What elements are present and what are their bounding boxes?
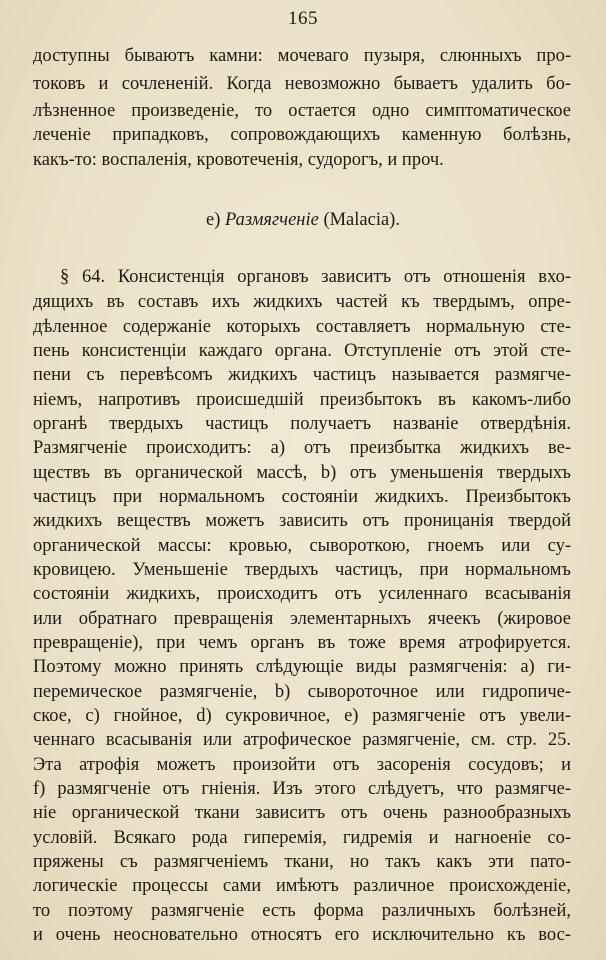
text-line: § 64. Консистенція органовъ зависитъ отъ отношенія вхо- (60, 267, 571, 287)
text-line: ществъ въ органической массѣ, b) отъ уменьшенія твердыхъ (33, 463, 571, 483)
text-line: частицъ при нормальномъ состояніи жидкихъ. Преизбытокъ (33, 487, 571, 507)
text-line: f) размягченіе отъ гніенія. Изъ этого слѣдуетъ, что размягче- (33, 779, 571, 799)
text-line: Эта атрофія можетъ произойти отъ засоренія сосудовъ; и (33, 755, 571, 775)
text-line: лѣзненное произведеніе, то остается одно симптоматическое (33, 101, 571, 121)
text-line: превращеніе), при чемъ органъ въ тоже время атрофируется. (33, 633, 571, 653)
text-line: органѣ твердыхъ частицъ получаетъ названіе отвердѣнія. (33, 414, 571, 434)
text-line: кровицею. Уменьшеніе твердыхъ частицъ, при нормальномъ (33, 560, 571, 580)
section-title: Размягченіе (225, 210, 319, 230)
text-line: токовъ и сочлененій. Когда невозможно бываетъ удалить бо- (33, 74, 571, 94)
text-line: Поэтому можно принять слѣдующіе виды размягченія: a) ги- (33, 657, 571, 677)
text-line: или обратнаго превращенія элементарныхъ ячеекъ (жировое (33, 609, 571, 629)
text-line: то поэтому размягченіе есть форма различныхъ болѣзней, (33, 901, 571, 921)
text-line: дѣленное содержаніе которыхъ составляетъ нормальную сте- (33, 317, 571, 337)
text-line: дящихъ въ составъ ихъ жидкихъ частей къ твердымъ, опре- (33, 292, 571, 312)
text-line: пряжены съ размягченіемъ ткани, но такъ какъ эти пато- (33, 852, 571, 872)
section-latin-title: (Malacia). (323, 210, 400, 230)
text-line: состояніи жидкихъ, происходитъ отъ усиленнаго всасыванія (33, 584, 571, 604)
text-line: ченнаго всасыванія или атрофическое размягченіе, см. стр. 25. (33, 730, 571, 750)
text-line: ское, c) гнойное, d) сукровичное, e) размягченіе отъ увели- (33, 706, 571, 726)
text-line: жидкихъ веществъ можетъ зависить отъ проницанія твердой (33, 511, 571, 531)
text-line: доступны бываютъ камни: мочеваго пузыря, слюнныхъ про- (33, 46, 571, 66)
text-line: пень консистенціи каждаго органа. Отступленіе отъ этой сте- (33, 341, 571, 361)
text-line: и очень неосновательно относятъ его исключительно къ вос- (33, 925, 571, 945)
page-number: 165 (288, 8, 318, 29)
text-line: перемическое размягченіе, b) сывороточное или гидропиче- (33, 682, 571, 702)
text-line: пени съ перевѣсомъ жидкихъ частицъ называется размягче- (33, 365, 571, 385)
text-line: Размягченіе происходитъ: a) отъ преизбытка жидкихъ ве- (33, 438, 571, 458)
text-line: леченіе припадковъ, сопровождающихъ каменную болѣзнь, (33, 125, 571, 145)
text-line: какъ-то: воспаленія, кровотеченія, судорогъ, и проч. (33, 150, 444, 170)
section-heading (0, 208, 606, 232)
text-line: органической массы: кровью, сывороткою, гноемъ или су- (33, 536, 571, 556)
text-line: ніе органической ткани зависитъ отъ очень разнообразныхъ (33, 803, 571, 823)
text-line: ніемъ, напротивъ происшедшій преизбытокъ въ какомъ-либо (33, 390, 571, 410)
section-letter: e) (206, 210, 221, 230)
text-line: логическіе процессы сами имѣютъ различное происхожденіе, (33, 876, 571, 896)
text-line: условій. Всякаго рода гиперемія, гидремія и нагноеніе со- (33, 828, 571, 848)
